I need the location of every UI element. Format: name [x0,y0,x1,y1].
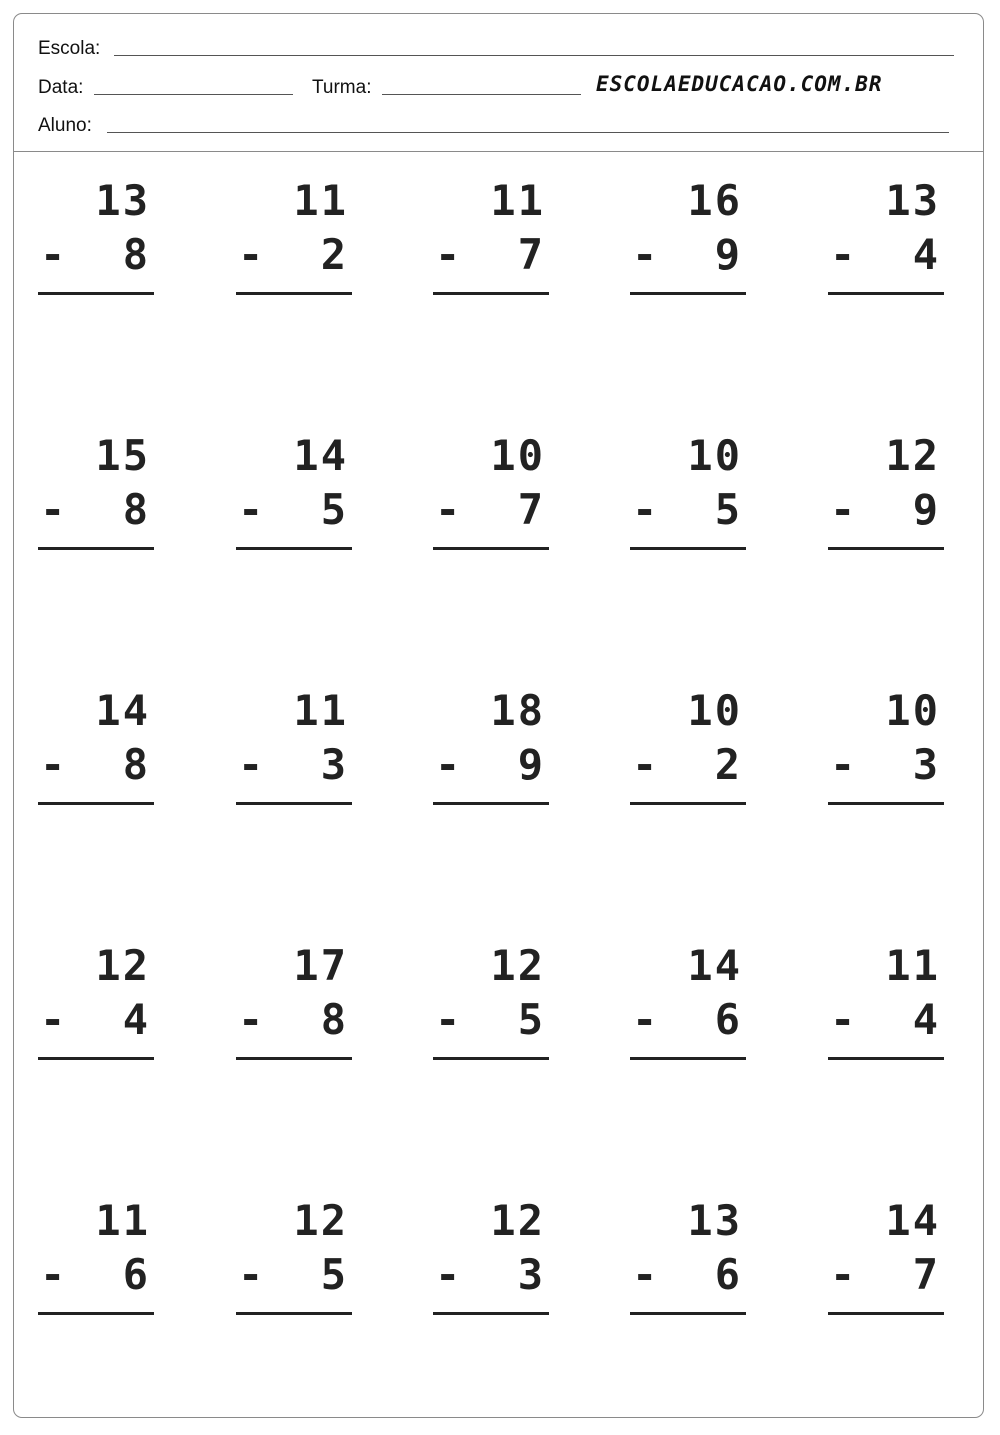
subtraction-problem [828,178,944,303]
minuend: 10 [687,431,742,480]
subtraction-problem [828,1198,944,1323]
minuend: 10 [885,686,940,735]
date-field[interactable] [94,94,293,95]
answer-line[interactable] [828,802,944,805]
answer-line[interactable] [630,1312,746,1315]
minuend: 10 [687,686,742,735]
minus-sign: - [40,995,66,1044]
subtraction-problem [38,943,154,1068]
minus-sign: - [40,1250,66,1299]
minus-sign: - [632,995,658,1044]
answer-line[interactable] [630,802,746,805]
minuend: 12 [885,431,940,480]
student-label: Aluno: [38,115,92,136]
minus-sign: - [40,740,66,789]
subtraction-problem [236,1198,352,1323]
minuend: 11 [293,686,348,735]
minuend: 12 [95,941,150,990]
minuend: 12 [490,941,545,990]
minus-sign: - [830,740,856,789]
answer-line[interactable] [236,292,352,295]
minuend: 11 [293,176,348,225]
subtraction-problem [630,688,746,813]
subtraction-problem [433,433,549,558]
subtrahend: 4 [912,995,940,1044]
subtraction-problem [433,178,549,303]
subtrahend: 5 [517,995,545,1044]
class-label: Turma: [312,77,372,98]
subtraction-problem [828,943,944,1068]
minuend: 12 [293,1196,348,1245]
subtrahend: 6 [714,1250,742,1299]
answer-line[interactable] [236,547,352,550]
subtraction-problem [630,1198,746,1323]
subtrahend: 8 [320,995,348,1044]
subtrahend: 5 [714,485,742,534]
subtrahend: 5 [320,1250,348,1299]
minuend: 11 [885,941,940,990]
minuend: 12 [490,1196,545,1245]
minus-sign: - [632,1250,658,1299]
minus-sign: - [238,230,264,279]
school-label: Escola: [38,38,101,59]
answer-line[interactable] [630,292,746,295]
subtrahend: 3 [517,1250,545,1299]
school-field[interactable] [114,55,954,56]
answer-line[interactable] [38,547,154,550]
minus-sign: - [830,1250,856,1299]
minus-sign: - [830,995,856,1044]
subtraction-problem [630,943,746,1068]
subtraction-problem [236,433,352,558]
subtrahend: 7 [517,230,545,279]
answer-line[interactable] [630,1057,746,1060]
minus-sign: - [238,740,264,789]
minus-sign: - [632,485,658,534]
minuend: 14 [95,686,150,735]
class-field[interactable] [382,94,581,95]
minus-sign: - [435,485,461,534]
minus-sign: - [40,230,66,279]
minuend: 14 [885,1196,940,1245]
minuend: 16 [687,176,742,225]
subtrahend: 7 [517,485,545,534]
minus-sign: - [632,740,658,789]
subtrahend: 6 [714,995,742,1044]
answer-line[interactable] [236,802,352,805]
minuend: 13 [95,176,150,225]
answer-line[interactable] [630,547,746,550]
subtraction-problem [828,688,944,813]
minus-sign: - [435,230,461,279]
answer-line[interactable] [828,1057,944,1060]
minuend: 14 [687,941,742,990]
subtrahend: 6 [122,1250,150,1299]
subtraction-problem [828,433,944,558]
minus-sign: - [40,485,66,534]
subtrahend: 2 [320,230,348,279]
subtraction-problem [630,178,746,303]
subtraction-problem [38,178,154,303]
answer-line[interactable] [828,547,944,550]
minuend: 17 [293,941,348,990]
subtrahend: 8 [122,740,150,789]
answer-line[interactable] [433,547,549,550]
minus-sign: - [238,995,264,1044]
subtraction-problem [433,1198,549,1323]
minus-sign: - [238,1250,264,1299]
minuend: 13 [885,176,940,225]
answer-line[interactable] [38,1312,154,1315]
subtraction-problem [236,688,352,813]
subtrahend: 3 [320,740,348,789]
subtrahend: 9 [912,485,940,534]
subtraction-problem [630,433,746,558]
subtrahend: 7 [912,1250,940,1299]
subtraction-problem [38,433,154,558]
minus-sign: - [238,485,264,534]
minuend: 15 [95,431,150,480]
header-divider [14,151,983,152]
subtrahend: 4 [122,995,150,1044]
subtrahend: 9 [714,230,742,279]
subtraction-problem [433,943,549,1068]
subtraction-problem [236,943,352,1068]
answer-line[interactable] [38,1057,154,1060]
subtraction-problem [433,688,549,813]
answer-line[interactable] [433,1057,549,1060]
answer-line[interactable] [433,1312,549,1315]
subtrahend: 5 [320,485,348,534]
minuend: 11 [95,1196,150,1245]
minus-sign: - [830,230,856,279]
answer-line[interactable] [433,292,549,295]
minuend: 18 [490,686,545,735]
minus-sign: - [435,1250,461,1299]
answer-line[interactable] [38,292,154,295]
subtrahend: 4 [912,230,940,279]
subtrahend: 3 [912,740,940,789]
answer-line[interactable] [236,1312,352,1315]
minus-sign: - [435,740,461,789]
subtrahend: 9 [517,740,545,789]
minuend: 13 [687,1196,742,1245]
minus-sign: - [632,230,658,279]
minuend: 11 [490,176,545,225]
student-field[interactable] [107,132,949,133]
subtrahend: 2 [714,740,742,789]
minus-sign: - [830,485,856,534]
answer-line[interactable] [38,802,154,805]
subtrahend: 8 [122,485,150,534]
date-label: Data: [38,77,84,98]
answer-line[interactable] [433,802,549,805]
subtraction-problem [38,688,154,813]
minus-sign: - [435,995,461,1044]
minuend: 14 [293,431,348,480]
answer-line[interactable] [828,1312,944,1315]
subtraction-problem [236,178,352,303]
subtrahend: 8 [122,230,150,279]
subtraction-problem [38,1198,154,1323]
site-logo: ESCOLAEDUCACAO.COM.BR [596,72,883,96]
minuend: 10 [490,431,545,480]
answer-line[interactable] [236,1057,352,1060]
answer-line[interactable] [828,292,944,295]
